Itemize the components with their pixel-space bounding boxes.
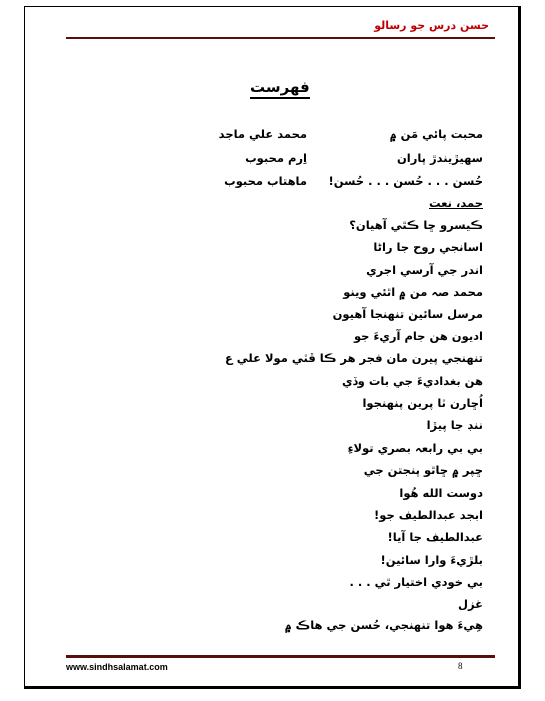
toc-entry[interactable]: بي خودي اختيار ٿي . . . (349, 575, 483, 589)
toc-entry-title[interactable]: محبت پائي مَن ۾ (389, 127, 483, 141)
toc-entry-author: محمد علي ماجد (218, 127, 307, 141)
toc-entry[interactable]: محمد صہ من ۾ اٿئي وينو (343, 285, 483, 299)
header-divider (66, 37, 495, 39)
toc-entry[interactable]: عبدالطيف جا آيا! (387, 530, 483, 544)
footer-url[interactable]: www.sindhsalamat.com (66, 662, 168, 672)
toc-entry[interactable]: ابجد عبدالطيف جو! (374, 508, 483, 522)
toc-entry-title[interactable]: سهيڙيندڙ پاران (396, 151, 483, 165)
toc-entry[interactable]: بلڙيءَ وارا سائين! (380, 553, 483, 567)
toc-title: فهرست (250, 78, 310, 99)
toc-entry[interactable]: هِيءَ هوا تنهنجي، حُسن جي هاڪ ۾ (284, 618, 483, 632)
footer-divider (66, 655, 495, 658)
toc-entry[interactable]: اندر جي آرسي اجري (366, 263, 483, 277)
toc-entry[interactable]: مرسل سائين تنهنجا آهيون (332, 307, 483, 321)
toc-entry[interactable]: بي بي رابعہ بصري تولاءِ (347, 441, 483, 455)
toc-entry[interactable]: اسانجي روح جا راڻا (373, 240, 483, 254)
page-number: 8 (458, 661, 463, 671)
header-title: حسن درس جو رسالو (374, 19, 489, 32)
section-heading: حمد، نعت (429, 196, 483, 210)
toc-entry-author: اِرم محبوب (245, 151, 307, 165)
toc-entry-author: ماهتاب محبوب (224, 174, 307, 188)
toc-entry[interactable]: اديون هن جام آريءَ جو (353, 329, 483, 343)
toc-entry[interactable]: هن بغداديءَ جي بات وڏي (342, 374, 483, 388)
toc-entry[interactable]: ڇپر ۾ ڇاٿو پنجتن جي (363, 463, 483, 477)
toc-entry-title[interactable]: حُسن . . . حُسن . . . حُسن! (328, 174, 483, 188)
toc-entry[interactable]: اُڇارن ٽا پرين پنهنجوا (362, 396, 483, 410)
toc-entry[interactable]: ڪيسرو ڇا ڪٿي آهيان؟ (349, 218, 483, 232)
toc-entry[interactable]: غزل (458, 597, 483, 611)
toc-entry[interactable]: تنهنجي پيرن مان فجر هر ڪا ڦٽي مولا علي ع (224, 351, 483, 365)
toc-entry[interactable]: دوست الله هُوا (399, 486, 483, 500)
toc-entry[interactable]: ننڊ جا پيڙا (426, 418, 483, 432)
